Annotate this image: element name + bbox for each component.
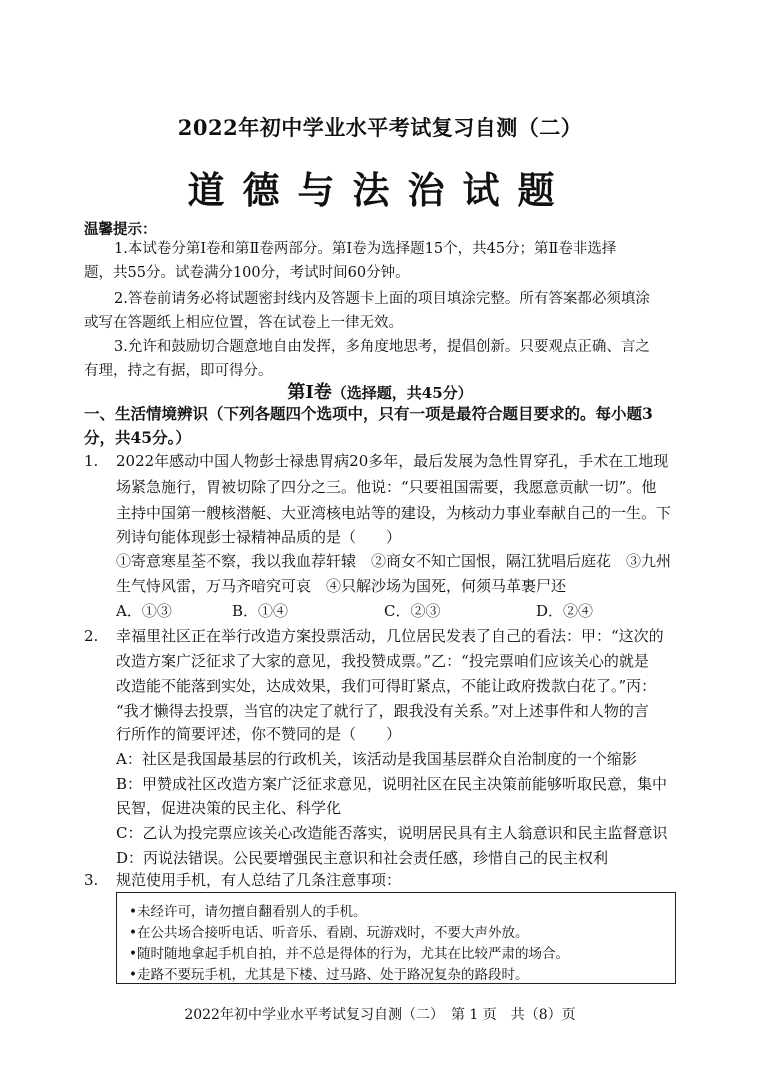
question-1-line: 场紧急施行，胃被切除了四分之三。他说：“只要祖国需要，我愿意贡献一切”。他 xyxy=(116,478,657,496)
phone-rule-item: •走路不要玩手机，尤其是下楼、过马路、处于路况复杂的路段时。 xyxy=(129,967,529,983)
question-2-line: 行所作的简要评述，你不赞同的是（ ） xyxy=(116,725,402,743)
question-1-line: 2022年感动中国人物彭士禄患胃病20多年，最后发展为急性胃穿孔，手术在工地现 xyxy=(116,452,669,470)
phone-rules-box xyxy=(116,892,676,984)
question-1-line: 生气恃风雷，万马齐喑究可哀 ④只解沙场为国死，何须马革裹尸还 xyxy=(116,577,567,595)
section-subtitle: （选择题，共45分） xyxy=(331,384,473,402)
question-1-option-b: B．①④ xyxy=(232,602,289,620)
tip-2-line-2: 或写在答题纸上相应位置，答在试卷上一律无效。 xyxy=(84,315,403,331)
question-2-number: 2. xyxy=(84,627,99,645)
subject-title: 道德与法治试题 xyxy=(187,168,573,212)
question-2-line: 改造能不能落到实处，达成效果，我们可得盯紧点，不能让政府拨款白花了。”丙： xyxy=(116,677,657,695)
section-title: 第Ⅰ卷 xyxy=(287,382,332,403)
question-1-option-c: C．②③ xyxy=(384,602,441,620)
question-2-option-b-cont: 民智，促进决策的民主化、科学化 xyxy=(116,799,342,817)
exam-title: 2022年初中学业水平考试复习自测（二） xyxy=(177,115,583,140)
tip-3-line-1: 3.允许和鼓励切合题意地自由发挥，多角度地思考，提倡创新。只要观点正确、言之 xyxy=(114,339,650,355)
question-2-option-c: C：乙认为投完票应该关心改造能否落实，说明居民具有主人翁意识和民主监督意识 xyxy=(116,824,668,842)
tips-label: 温馨提示： xyxy=(84,221,157,238)
phone-rule-item: •随时随地拿起手机自拍，并不总是得体的行为，尤其在比较严肃的场合。 xyxy=(129,946,569,962)
question-1-line: 主持中国第一艘核潜艇、大亚湾核电站等的建设，为核动力事业奉献自己的一生。下 xyxy=(116,504,672,522)
question-1-option-a: A．①③ xyxy=(116,602,172,620)
question-2-line: 幸福里社区正在举行改造方案投票活动，几位居民发表了自己的看法：甲：“这次的 xyxy=(116,627,664,645)
tip-1-line-1: 1.本试卷分第Ⅰ卷和第Ⅱ卷两部分。第Ⅰ卷为选择题15个，共45分；第Ⅱ卷非选择 xyxy=(114,241,617,257)
tip-1-line-2: 题，共55分。试卷满分100分，考试时间60分钟。 xyxy=(84,265,410,281)
question-2-line: 改造方案广泛征求了大家的意见，我投赞成票。”乙：“投完票咱们应该关心的就是 xyxy=(116,652,649,670)
question-1-line: 列诗句能体现彭士禄精神品质的是（ ） xyxy=(116,528,402,546)
question-3-number: 3. xyxy=(84,871,99,889)
question-1-number: 1. xyxy=(84,452,99,470)
page-footer: 2022年初中学业水平考试复习自测（二） 第 1 页 共（8）页 xyxy=(184,1007,576,1023)
question-2-option-b: B：甲赞成社区改造方案广泛征求意见，说明社区在民主决策前能够听取民意，集中 xyxy=(116,775,668,793)
question-2-option-d: D：丙说法错误。公民要增强民主意识和社会责任感，珍惜自己的民主权利 xyxy=(116,849,609,867)
tip-3-line-2: 有理，持之有据，即可得分。 xyxy=(84,363,273,379)
part1-heading-line-2: 分，共45分。） xyxy=(84,428,191,447)
question-3-line: 规范使用手机，有人总结了几条注意事项： xyxy=(116,871,402,889)
tip-2-line-1: 2.答卷前请务必将试题密封线内及答题卡上面的项目填涂完整。所有答案都必须填涂 xyxy=(114,291,650,307)
phone-rule-item: •未经许可，请勿擅自翻看别人的手机。 xyxy=(129,904,367,920)
question-1-option-d: D．②④ xyxy=(536,602,594,620)
phone-rule-item: •在公共场合接听电话、听音乐、看剧、玩游戏时，不要大声外放。 xyxy=(129,925,529,941)
part1-heading-line-1: 一、生活情境辨识（下列各题四个选项中，只有一项是最符合题目要求的。每小题3 xyxy=(84,404,653,423)
question-1-line: ①寄意寒星荃不察，我以我血荐轩辕 ②商女不知亡国恨，隔江犹唱后庭花 ③九州 xyxy=(116,552,672,570)
question-2-line: “我才懒得去投票，当官的决定了就行了，跟我没有关系。”对上述事件和人物的言 xyxy=(116,702,649,720)
question-2-option-a: A：社区是我国最基层的行政机关，该活动是我国基层群众自治制度的一个缩影 xyxy=(116,750,637,768)
